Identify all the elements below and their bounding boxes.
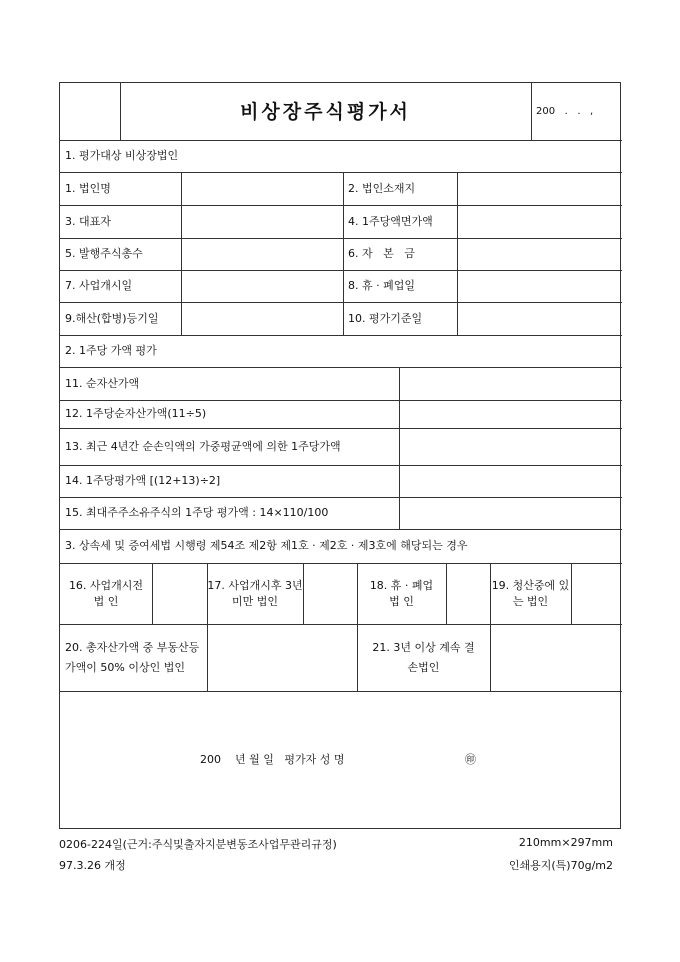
label-par-value: 4. 1주당액면가액 bbox=[348, 214, 433, 228]
item-liquidation: 19. 청산중에 있는 법인 bbox=[491, 578, 570, 608]
item-under-3-years: 17. 사업개시후 3년미만 법인 bbox=[207, 578, 303, 608]
label-dissolution-date: 9.해산(합병)등기일 bbox=[65, 311, 159, 325]
footer-form-number: 0206-224일(근거:주식및출자지분변동조사업무관리규정) bbox=[59, 838, 337, 851]
section3-heading: 3. 상속세 및 증여세법 시행령 제54조 제2항 제1호 · 제2호 · 제3호에 해당되는 경우 bbox=[65, 539, 468, 552]
label-company-name: 1. 법인명 bbox=[65, 181, 111, 195]
valuation-form bbox=[59, 82, 621, 829]
footer-revision: 97.3.26 개정 bbox=[59, 859, 126, 872]
row-net-assets: 11. 순자산가액 bbox=[65, 376, 140, 390]
row-weighted-profit-value: 13. 최근 4년간 순손익액의 가중평균액에 의한 1주당가액 bbox=[65, 439, 341, 453]
item-real-estate-50pct: 20. 총자산가액 중 부동산등 가액이 50% 이상인 법인 bbox=[65, 640, 200, 674]
row-value-per-share: 14. 1주당평가액 [(12+13)÷2] bbox=[65, 474, 221, 487]
section1-heading: 1. 평가대상 비상장법인 bbox=[65, 149, 179, 162]
footer-paper-type: 인쇄용지(특)70g/m2 bbox=[508, 859, 613, 872]
footer-paper-size: 210mm×297mm bbox=[518, 836, 613, 849]
item-3-year-loss: 21. 3년 이상 계속 결손법인 bbox=[372, 640, 475, 674]
form-date: 200 . . , bbox=[536, 105, 594, 117]
form-title: 비상장주식평가서 bbox=[240, 100, 411, 123]
row-net-assets-per-share: 12. 1주당순자산가액(11÷5) bbox=[65, 407, 207, 420]
row-major-shareholder-value: 15. 최대주주소유주식의 1주당 평가액 : 14×110/100 bbox=[65, 506, 329, 519]
label-capital: 6. 자 본 금 bbox=[348, 247, 415, 260]
label-shares-issued: 5. 발행주식총수 bbox=[65, 247, 143, 260]
label-start-date: 7. 사업개시일 bbox=[65, 279, 133, 292]
label-representative: 3. 대표자 bbox=[65, 214, 111, 228]
seal-mark: ㊞ bbox=[465, 753, 476, 766]
label-company-address: 2. 법인소재지 bbox=[348, 181, 416, 195]
label-valuation-date: 10. 평가기준일 bbox=[348, 311, 423, 325]
item-pre-business: 16. 사업개시전 법 인 bbox=[68, 578, 144, 608]
section2-heading: 2. 1주당 가액 평가 bbox=[65, 344, 157, 357]
item-closed-business: 18. 휴 · 폐업 법 인 bbox=[369, 578, 434, 608]
signature-line: 200 년 월 일 평가자 성 명 bbox=[200, 753, 345, 766]
label-closure-date: 8. 휴 · 폐업일 bbox=[348, 279, 415, 292]
